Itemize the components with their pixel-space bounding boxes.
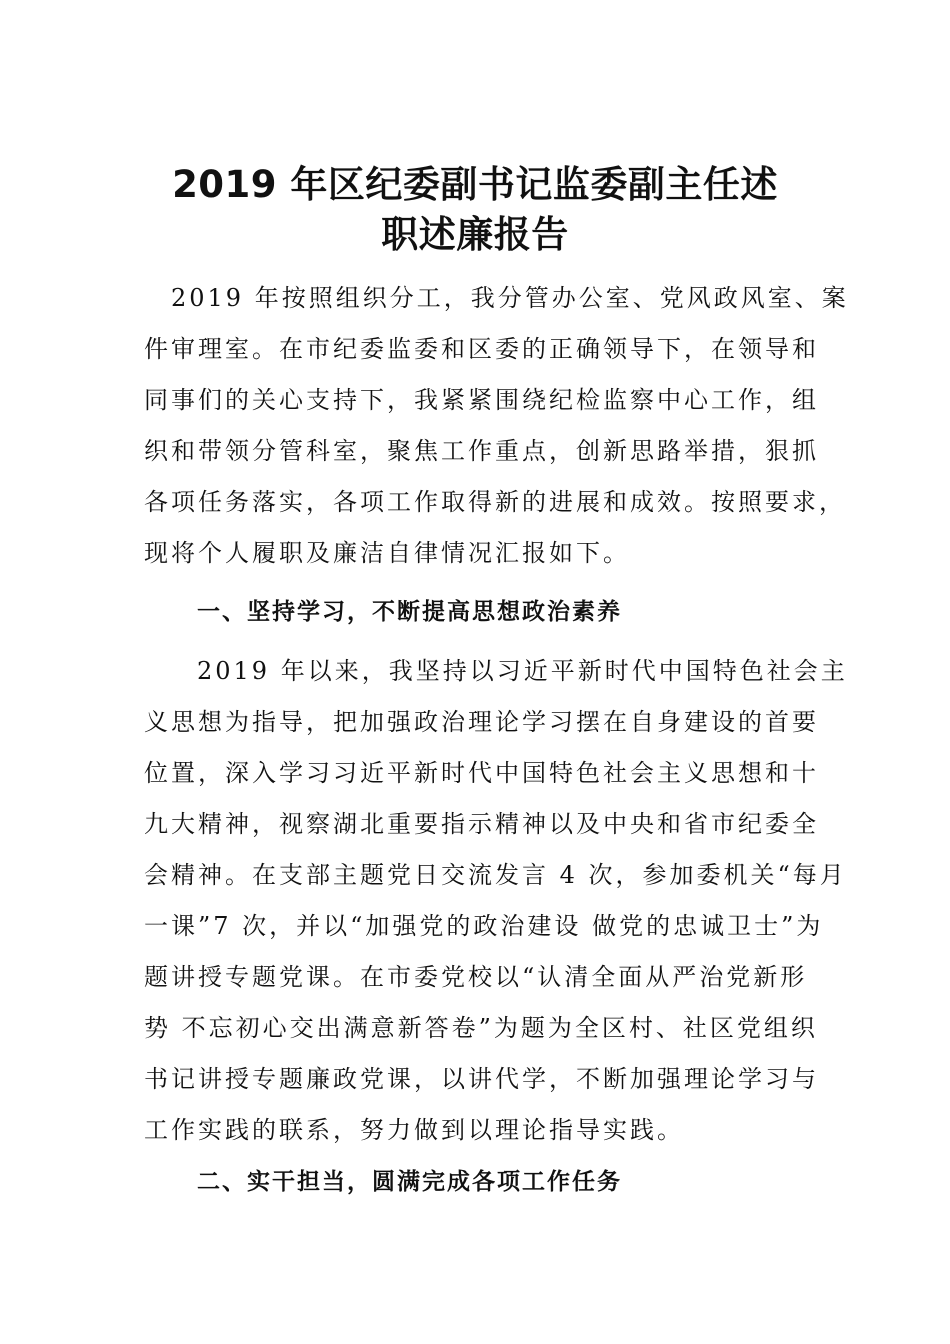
section-heading-1: 一、坚持学习，不断提高思想政治素养 [197, 599, 622, 625]
section-1-paragraph-line: 会精神。在支部主题党日交流发言 4 次，参加委机关“每月 [144, 861, 847, 889]
intro-paragraph-line: 2019 年按照组织分工，我分管办公室、党风政风室、案 [171, 284, 849, 312]
section-1-paragraph-line: 书记讲授专题廉政党课，以讲代学，不断加强理论学习与 [144, 1065, 819, 1093]
section-1-paragraph-line: 一课”7 次，并以“加强党的政治建设 做党的忠诚卫士”为 [144, 912, 824, 940]
section-1-paragraph-line: 义思想为指导，把加强政治理论学习摆在自身建设的首要 [144, 708, 819, 736]
intro-paragraph-line: 现将个人履职及廉洁自律情况汇报如下。 [144, 539, 630, 567]
section-1-paragraph-line: 势 不忘初心交出满意新答卷”为题为全区村、社区党组织 [144, 1014, 818, 1042]
section-heading-2: 二、实干担当，圆满完成各项工作任务 [197, 1169, 622, 1195]
intro-paragraph-line: 织和带领分管科室，聚焦工作重点，创新思路举措，狠抓 [144, 437, 819, 465]
section-1-paragraph-line: 工作实践的联系，努力做到以理论指导实践。 [144, 1116, 684, 1144]
document-title-line: 职述廉报告 [381, 213, 569, 256]
section-1-paragraph-line: 九大精神，视察湖北重要指示精神以及中央和省市纪委全 [144, 810, 819, 838]
document-title [120, 160, 830, 260]
document-title-line: 2019 年区纪委副书记监委副主任述 [172, 163, 778, 206]
intro-paragraph-line: 件审理室。在市纪委监委和区委的正确领导下，在领导和 [144, 335, 819, 363]
section-1-paragraph-line: 位置，深入学习习近平新时代中国特色社会主义思想和十 [144, 759, 819, 787]
section-1-paragraph-line: 题讲授专题党课。在市委党校以“认清全面从严治党新形 [144, 963, 808, 991]
intro-paragraph-line: 各项任务落实，各项工作取得新的进展和成效。按照要求， [144, 488, 846, 516]
section-1-paragraph-line: 2019 年以来，我坚持以习近平新时代中国特色社会主 [197, 657, 848, 685]
intro-paragraph-line: 同事们的关心支持下，我紧紧围绕纪检监察中心工作，组 [144, 386, 819, 414]
